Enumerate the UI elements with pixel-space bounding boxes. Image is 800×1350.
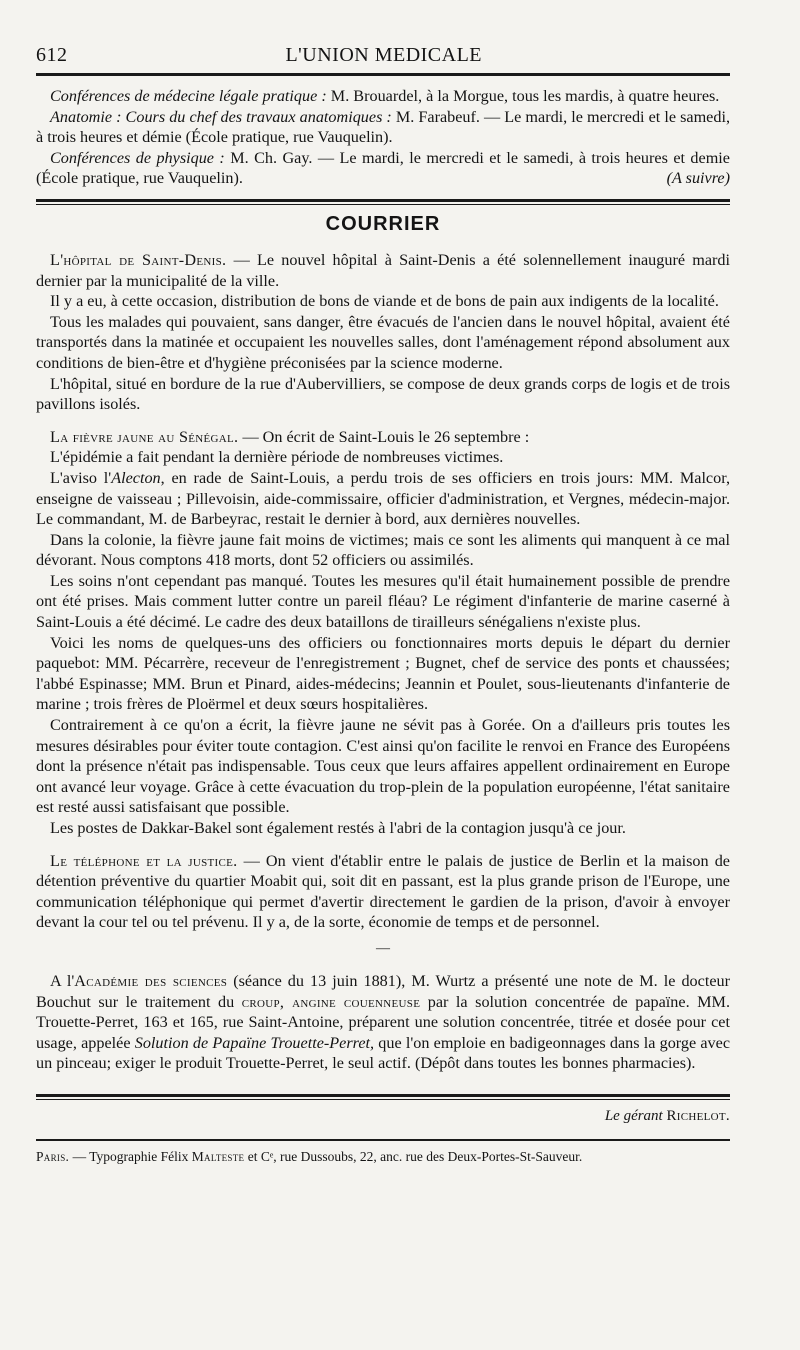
article-heading: L'hôpital de Saint-Denis. (50, 250, 227, 269)
section-rule (36, 199, 730, 205)
article-hopital: L'hôpital de Saint-Denis. — Le nouvel hôpital à Saint-Denis a été solennellement inauguré mardi dernier par la municipalité de la ville. Il y a eu, à cette occasion, distribution de bons de viande et de bons de pain aux indigents de la localité. Tous les malades qui pouvaient, sans danger, être évacués de l'ancien dans le nouvel hôpital, avaient été transportés dans la matinée et occupaient les nouvelles salles, dont l'aménagement répond absolument aux conditions de bien-être et d'hygiène préconisées par la science moderne. L'hôpital, situé en bordure de la rue d'Aubervilliers, se compose de deux grands corps de logis et de trois pavillons isolés. (36, 250, 730, 414)
article-heading: Académie des sciences (74, 971, 228, 990)
product-name: Solution de Papaïne Trouette-Perret, (134, 1033, 375, 1052)
footer-rule (36, 1094, 730, 1100)
printer-imprint: Paris. — Typographie Félix Malteste et Cᵉ, rue Dussoubs, 22, anc. rue des Deux-Portes-St-Sauveur. (36, 1148, 583, 1164)
course-item: Conférences de médecine légale pratique : M. Brouardel, à la Morgue, tous les mardis, à quatre heures. (50, 87, 720, 105)
page-header (36, 44, 730, 73)
article-fievre: La fièvre jaune au Sénégal. — On écrit de Saint-Louis le 26 septembre : L'épidémie a fait pendant la dernière période de nombreuses victimes. L'aviso l'Alecton, en rade de Saint-Louis, a perdu trois de ses officiers en trois jours: MM. Malcor, enseigne de vaisseau ; Pillevoisin, aide-commissaire, officier d'administration, et Vergnes, médecin-major. Le commandant, M. de Barbeyrac, restait le dernier à bord, aux dernières nouvelles. Dans la colonie, la fièvre jaune fait moins de victimes; mais ce sont les aliments qui manquent à ce mal dévorant. Nous comptons 418 morts, dont 52 officiers ou assimilés. Les soins n'ont cependant pas manqué. Toutes les mesures qu'il était humainement possible de prendre ont été prises. Mais comment lutter contre un pareil fléau? Le régiment d'infanterie de marine caserné à Saint-Louis a été décimé. Le cadre des deux bataillons de tirailleurs sénégaliens n'existe plus. Voici les noms de quelques-uns des officiers ou fonctionnaires morts depuis le départ du dernier paquebot: MM. Pécarrère, receveur de l'enregistrement ; Bugnet, chef de service des ponts et chaussées; l'abbé Espinasse; MM. Brun et Pinard, aides-médecins; Jeannin et Poulet, sous-lieutenants d'infanterie de marine ; trois frères de Ploërmel et deux sœurs hospitalières. Contrairement à ce qu'on a écrit, la fièvre jaune ne sévit pas à Gorée. On a d'ailleurs pris toutes les mesures désirables pour éviter toute contagion. C'est ainsi qu'on facilite le renvoi en France des Européens dont la présence n'était pas indispensable. Tous ceux que leurs affaires appellent ordinairement en Europe ont avancé leur voyage. Grâce à cette évacuation du trop-plein de la population européenne, l'état sanitaire est resté aussi satisfaisant que possible. Les postes de Dakkar-Bakel sont également restés à l'abri de la contagion jusqu'à ce jour. (36, 427, 731, 837)
ship-name: Alecton (111, 468, 161, 487)
header-rule (36, 73, 730, 76)
journal-title: L'UNION MEDICALE (285, 44, 483, 66)
course-item: Anatomie : Cours du chef des travaux anatomiques : M. Farabeuf. — Le mardi, le mercredi et le samedi, à trois heures et démie (École pratique, rue Vauquelin). (36, 107, 731, 147)
course-list (36, 86, 730, 189)
to-be-continued-note: (A suivre) (666, 169, 730, 188)
imprint-rule (36, 1139, 730, 1141)
course-item: Conférences de physique : M. Ch. Gay. — Le mardi, le mercredi et le samedi, à trois heures et demie (École pratique, rue Vauquelin). (A suivre) (36, 148, 730, 188)
signature: Le gérant Richelot. (604, 1107, 730, 1124)
article-heading: Le téléphone et la justice. (50, 851, 238, 870)
article-heading: La fièvre jaune au Sénégal. (50, 427, 239, 446)
article-academie: A l'Académie des sciences (séance du 13 juin 1881), M. Wurtz a présenté une note de M. le docteur Bouchut sur le traitement du croup, angine couenneuse par la solution concentrée de papaïne. MM. Trouette-Perret, 163 et 165, rue Saint-Antoine, préparent une solution concentrée, titrée et dosée pour cet usage, appelée Solution de Papaïne Trouette-Perret, que l'on emploie en badigeonnages dans la gorge avec un pinceau; exiger le produit Trouette-Perret, le seul actif. (Dépôt dans toutes les bonnes pharmacies). (36, 971, 731, 1073)
section-title: COURRIER (325, 212, 441, 235)
article-telephone: Le téléphone et la justice. — On vient d'établir entre le palais de justice de Berlin et la maison de détention préventive du quartier Moabit qui, soit dit en passant, est la plus grande prison de l'Europe, une communication téléphonique qui permet d'avertir directement le gardien de la prison, d'avoir à envoyer devant la cour tel ou tel prévenu. Il y a, de la sorte, économie de temps et de personnel. (36, 851, 730, 932)
page-number: 612 (36, 44, 68, 66)
separator-dash: — (376, 940, 390, 956)
